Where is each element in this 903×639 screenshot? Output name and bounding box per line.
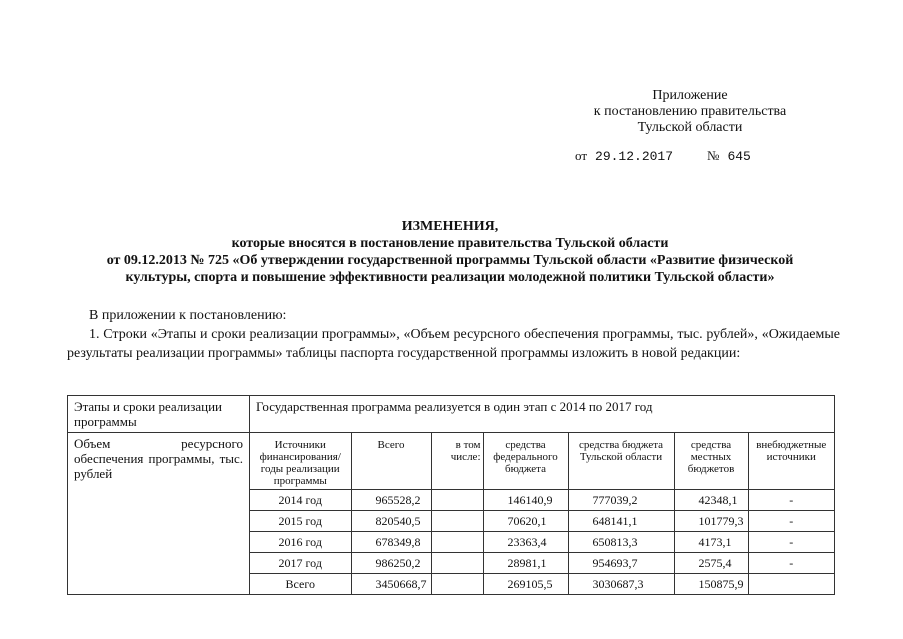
stages-label: Этапы и сроки реализации программы [68, 396, 250, 433]
funding-table [250, 433, 834, 594]
cell-regional: 3030687,3 [568, 574, 674, 595]
cell-including [431, 511, 483, 532]
cell-offbudget [748, 574, 834, 595]
table-row [250, 511, 834, 532]
cell-local: 42348,1 [674, 490, 748, 511]
paragraph-item-1: 1. Строки «Этапы и сроки реализации программы», «Объем ресурсного обеспечения программы, тыс. рублей», «Ожидаемые результаты реализации программы» таблицы паспорта государственной программы изложить в новой редакции: [67, 327, 840, 361]
cell-local: 2575,4 [674, 553, 748, 574]
from-label: от [575, 148, 588, 163]
cell-total: 678349,8 [351, 532, 431, 553]
funding-label: Объем ресурсного обеспечения программы, тыс. рублей [68, 433, 250, 595]
cell-year: 2015 год [250, 511, 351, 532]
cell-total: 986250,2 [351, 553, 431, 574]
header-sources: Источники финансирования/ годы реализации программы [250, 433, 351, 490]
cell-local: 101779,3 [674, 511, 748, 532]
cell-offbudget: - [748, 511, 834, 532]
cell-total: 820540,5 [351, 511, 431, 532]
cell-year: 2017 год [250, 553, 351, 574]
title-line-3: от 09.12.2013 № 725 «Об утверждении государственной программы Тульской области «Развитие физической [106, 253, 794, 268]
cell-offbudget: - [748, 553, 834, 574]
cell-including [431, 553, 483, 574]
cell-offbudget: - [748, 532, 834, 553]
cell-year: 2016 год [250, 532, 351, 553]
cell-federal: 28981,1 [483, 553, 568, 574]
approval-number: 645 [727, 149, 751, 164]
header-including: в том числе: [431, 433, 483, 490]
cell-including [431, 532, 483, 553]
title-line-2: которые вносятся в постановление правительства Тульской области [231, 236, 669, 251]
header-total: Всего [351, 433, 431, 490]
cell-including [431, 574, 483, 595]
document-title [60, 218, 840, 286]
appendix-line-2: к постановлению правительства [593, 104, 787, 119]
appendix-line-1: Приложение [652, 88, 728, 103]
cell-regional: 648141,1 [568, 511, 674, 532]
header-regional: средства бюджета Тульской области [568, 433, 674, 490]
cell-total: 3450668,7 [351, 574, 431, 595]
cell-including [431, 490, 483, 511]
number-label: № [707, 148, 720, 163]
total-row [250, 574, 834, 595]
table-row [250, 553, 834, 574]
approval-date: 29.12.2017 [595, 149, 674, 164]
paragraph-intro: В приложении к постановлению: [89, 308, 287, 323]
cell-offbudget: - [748, 490, 834, 511]
title-heading: ИЗМЕНЕНИЯ, [401, 219, 499, 234]
header-offbudget: внебюджетные источники [748, 433, 834, 490]
cell-local: 4173,1 [674, 532, 748, 553]
cell-regional: 777039,2 [568, 490, 674, 511]
stages-value: Государственная программа реализуется в один этап с 2014 по 2017 год [250, 396, 835, 433]
header-local: средства местных бюджетов [674, 433, 748, 490]
table-row [250, 532, 834, 553]
cell-year: Всего [250, 574, 351, 595]
cell-year: 2014 год [250, 490, 351, 511]
appendix-line-3: Тульской области [637, 120, 743, 135]
cell-regional: 650813,3 [568, 532, 674, 553]
cell-federal: 70620,1 [483, 511, 568, 532]
title-line-4: культуры, спорта и повышение эффективности реализации молодежной политики Тульской области» [125, 270, 775, 285]
cell-federal: 269105,5 [483, 574, 568, 595]
cell-total: 965528,2 [351, 490, 431, 511]
cell-federal: 146140,9 [483, 490, 568, 511]
cell-federal: 23363,4 [483, 532, 568, 553]
header-federal: средства федерального бюджета [483, 433, 568, 490]
funding-row [68, 433, 835, 595]
appendix-block [540, 88, 840, 136]
table-row [250, 490, 834, 511]
approval-line [575, 148, 751, 164]
passport-table [67, 395, 835, 595]
cell-local: 150875,9 [674, 574, 748, 595]
funding-cell [250, 433, 835, 595]
stages-row [68, 396, 835, 433]
cell-regional: 954693,7 [568, 553, 674, 574]
funding-header-row [250, 433, 834, 490]
